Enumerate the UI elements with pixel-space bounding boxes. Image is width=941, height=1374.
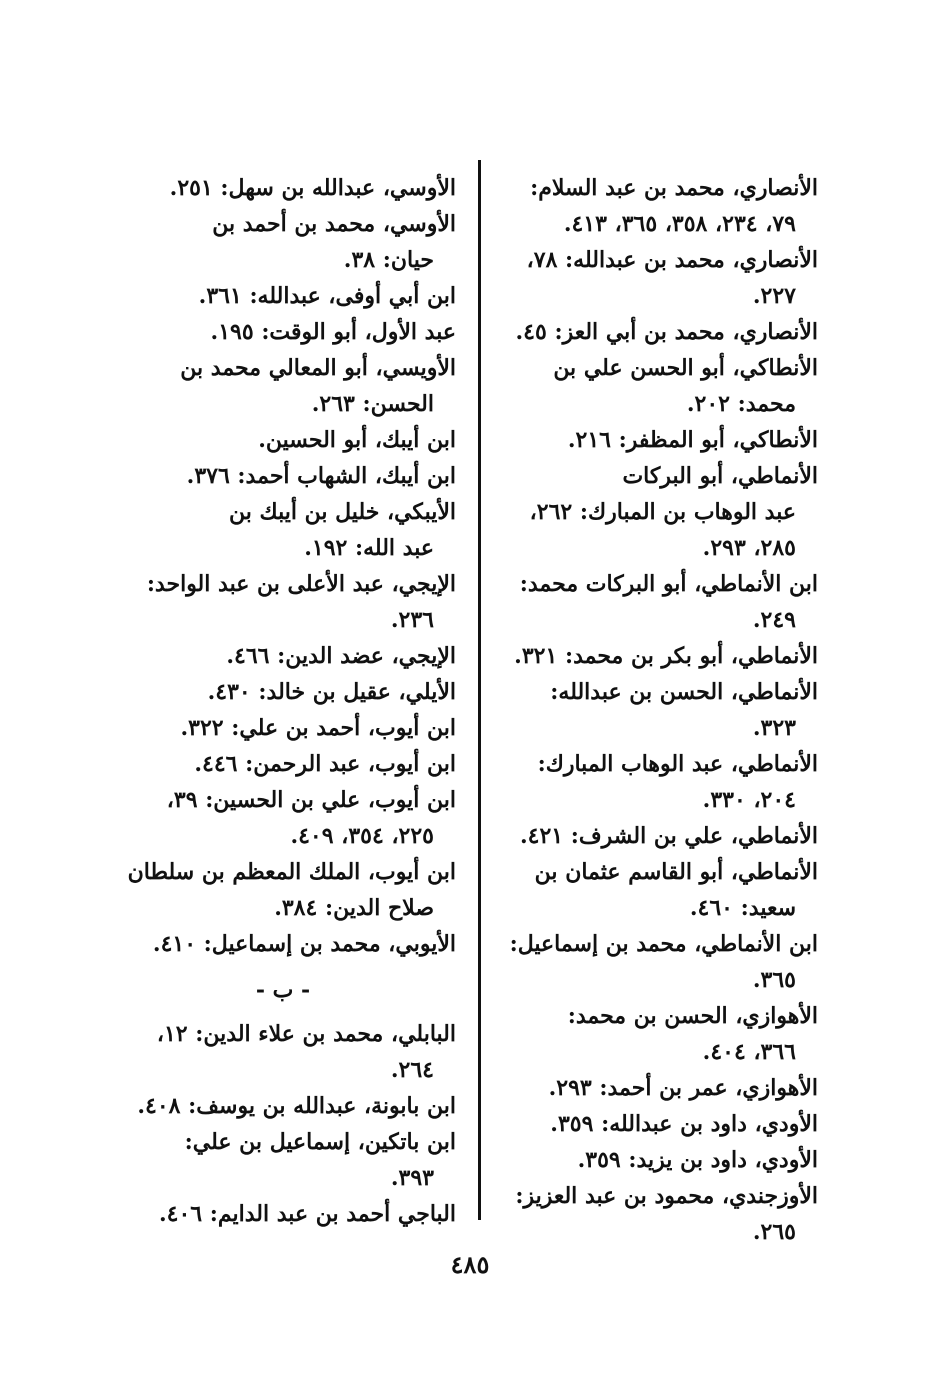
index-entry — [508, 1106, 818, 1142]
entry-continuation: عبد الله: ١٩٢. — [304, 535, 434, 561]
entry-heading: الأنصاري، محمد بن أبي العز: ٤٥. — [515, 319, 818, 345]
entry-heading: ابن أبي أوفى، عبدالله: ٣٦١. — [198, 283, 456, 309]
index-entry — [508, 566, 818, 638]
entry-heading: ابن أيوب، أحمد بن علي: ٣٢٢. — [180, 715, 456, 741]
index-entry — [150, 350, 456, 422]
entry-continuation: ٢٢٥، ٣٥٤، ٤٠٩. — [290, 823, 434, 849]
index-entry — [508, 638, 818, 674]
index-entry — [150, 746, 456, 782]
entry-heading: الأنماطي، أبو البركات — [622, 463, 818, 489]
index-entry — [508, 818, 818, 854]
entry-heading: عبد الأول، أبو الوقت: ١٩٥. — [210, 319, 456, 345]
index-entry — [127, 854, 456, 926]
entry-heading: البابلي، محمد بن علاء الدين: ١٢، — [156, 1021, 456, 1047]
index-entry — [150, 494, 456, 566]
entry-heading: ابن أيبك، الشهاب أحمد: ٣٧٦. — [186, 463, 456, 489]
entry-heading: ابن أيبك، أبو الحسين. — [258, 427, 456, 453]
entry-heading: الأنماطي، الحسن بن عبدالله: — [550, 679, 818, 705]
entry-continuation: ٢٦٥. — [752, 1219, 796, 1245]
entry-continuation: ٣٦٥. — [752, 967, 796, 993]
entry-heading: الأوسي، محمد بن أحمد بن — [212, 211, 456, 237]
entry-heading: الأويسي، أبو المعالي محمد بن — [180, 355, 456, 381]
entry-continuation: ٣٢٣. — [752, 715, 796, 741]
index-entry — [150, 1196, 456, 1232]
index-entry — [508, 170, 818, 242]
index-entry — [150, 170, 456, 206]
entry-continuation: ٣٩٣. — [390, 1165, 434, 1191]
entry-heading: الأنماطي، علي بن الشرف: ٤٢١. — [519, 823, 818, 849]
entry-heading: الأودي، داود بن عبدالله: ٣٥٩. — [550, 1111, 818, 1137]
index-entry — [150, 782, 456, 854]
entry-heading: الأنصاري، محمد بن عبدالله: ٧٨، — [526, 247, 818, 273]
index-entry — [508, 998, 818, 1070]
entry-continuation: ٢٦٤. — [390, 1057, 434, 1083]
index-entry — [508, 242, 818, 314]
index-column-right — [508, 170, 818, 1250]
index-entry — [150, 710, 456, 746]
entry-heading: الأيبكي، خليل بن أيبك بن — [229, 499, 456, 525]
index-entry — [146, 566, 456, 638]
entry-heading: الأنطاكي، أبو المظفر: ٢١٦. — [567, 427, 818, 453]
index-column-left — [127, 170, 456, 1232]
column-divider — [478, 160, 481, 1220]
index-entry — [150, 1016, 456, 1088]
entry-continuation: ٢٨٥، ٢٩٣. — [702, 535, 796, 561]
index-entry — [508, 314, 818, 350]
entry-heading: الأودي، داود بن يزيد: ٣٥٩. — [577, 1147, 818, 1173]
entry-heading: الباجي أحمد بن عبد الدايم: ٤٠٦. — [158, 1201, 456, 1227]
entry-heading: الأهوازي، الحسن بن محمد: — [567, 1003, 818, 1029]
section-heading-ba: - ب - — [255, 977, 311, 1003]
entry-heading: ابن بابونة، عبدالله بن يوسف: ٤٠٨. — [137, 1093, 456, 1119]
entry-continuation: عبد الوهاب بن المبارك: ٢٦٢، — [529, 499, 796, 525]
entry-heading: ابن أيوب، علي بن الحسين: ٣٩، — [166, 787, 456, 813]
entry-continuation: ٢٤٩. — [752, 607, 796, 633]
index-entry — [508, 854, 818, 926]
entry-heading: الأهوازي، عمر بن أحمد: ٢٩٣. — [548, 1075, 818, 1101]
index-entry — [150, 422, 456, 458]
entry-heading: الأنطاكي، أبو الحسن علي بن — [553, 355, 818, 381]
entry-continuation: ٢٢٧. — [752, 283, 796, 309]
index-entry — [137, 1088, 456, 1124]
page-number: ٤٨٥ — [450, 1250, 490, 1279]
entry-heading: ابن باتكين، إسماعيل بن علي: — [184, 1129, 456, 1155]
entry-heading: الأنماطي، أبو القاسم عثمان بن — [534, 859, 818, 885]
entry-continuation: محمد: ٢٠٢. — [686, 391, 796, 417]
entry-heading: ابن الأنماطي، أبو البركات محمد: — [519, 571, 818, 597]
entry-continuation: صلاح الدين: ٣٨٤. — [274, 895, 434, 921]
entry-heading: الإيجي، عضد الدين: ٤٦٦. — [226, 643, 456, 669]
entry-heading: الأوسي، عبدالله بن سهل: ٢٥١. — [169, 175, 456, 201]
entry-heading: الأنصاري، محمد بن عبد السلام: — [530, 175, 818, 201]
entry-continuation: ٣٦٦، ٤٠٤. — [702, 1039, 796, 1065]
entry-heading: الأيوبي، محمد بن إسماعيل: ٤١٠. — [152, 931, 456, 957]
entry-heading: الأنماطي، عبد الوهاب المبارك: — [537, 751, 818, 777]
index-entry — [508, 674, 818, 746]
entry-continuation: ٧٩، ٢٣٤، ٣٥٨، ٣٦٥، ٤١٣. — [563, 211, 796, 237]
index-entry — [508, 1178, 818, 1250]
index-entry — [508, 530, 818, 566]
index-entry — [508, 350, 818, 422]
index-entry — [508, 422, 818, 458]
index-entry — [150, 638, 456, 674]
entry-continuation: سعيد: ٤٦٠. — [689, 895, 796, 921]
index-entry — [508, 926, 818, 998]
index-entry — [150, 314, 456, 350]
index-group-alif — [127, 170, 456, 962]
index-entry — [150, 458, 456, 494]
index-entry — [508, 458, 818, 530]
entry-heading: الأيلي، عقيل بن خالد: ٤٣٠. — [207, 679, 456, 705]
entry-heading: الأوزجندي، محمود بن عبد العزيز: — [515, 1183, 818, 1209]
entry-continuation: ٢٣٦. — [390, 607, 434, 633]
index-entry — [150, 674, 456, 710]
entry-heading: ابن الأنماطي، محمد بن إسماعيل: — [509, 931, 818, 957]
entry-continuation: ٢٠٤، ٣٣٠. — [702, 787, 796, 813]
entry-heading: ابن أيوب، الملك المعظم بن سلطان — [127, 859, 456, 885]
index-entry — [508, 1142, 818, 1178]
entry-heading: ابن أيوب، عبد الرحمن: ٤٤٦. — [194, 751, 456, 777]
index-entry — [150, 926, 456, 962]
entry-heading: الإيجي، عبد الأعلى بن عبد الواحد: — [146, 571, 456, 597]
index-entry — [150, 278, 456, 314]
index-entry — [150, 206, 456, 278]
index-entry — [508, 746, 818, 818]
index-group-ba — [137, 1016, 456, 1232]
entry-continuation: الحسن: ٢٦٣. — [311, 391, 434, 417]
index-entry — [150, 1124, 456, 1196]
entry-continuation: حيان: ٣٨. — [343, 247, 434, 273]
index-entry — [508, 1070, 818, 1106]
entry-heading: الأنماطي، أبو بكر بن محمد: ٣٢١. — [514, 643, 818, 669]
